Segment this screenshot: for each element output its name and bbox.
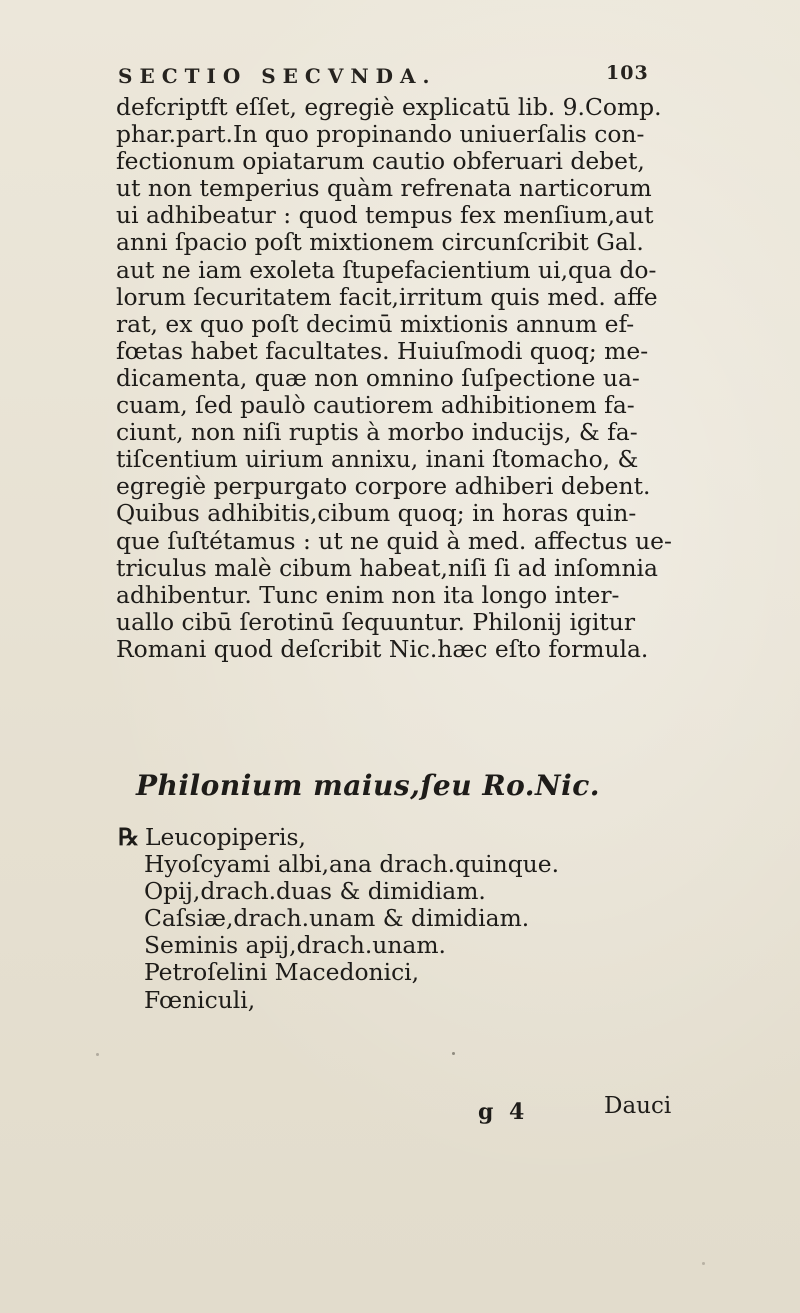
text-line: defcriptft eſſet, egregiè explicatū lib. 9.Comp. — [116, 93, 662, 121]
ingredient: Leucopiperis, — [144, 823, 306, 851]
text-line: que ſuſtétamus : ut ne quid à med. affectus ue- — [116, 526, 672, 555]
text-line: lorum ſecuritatem facit,irritum quis med. affe — [116, 282, 658, 311]
text-line: fœtas habet facultates. Huiuſmodi quoq; me- — [116, 336, 649, 365]
ingredient: Caſsiæ,drach.unam & dimidiam. — [144, 904, 530, 933]
paper-speck — [96, 1053, 99, 1056]
recipe-line — [118, 824, 678, 851]
text-line: fectionum opiatarum cautio obferuari debet, — [116, 147, 645, 176]
text-line: anni ſpacio poſt mixtionem circunſcribit Gal. — [116, 228, 644, 257]
text-line: uallo cibū ſerotinū ſequuntur. Philonij igitur — [116, 607, 636, 636]
text-line: Romani quod deſcribit Nic.hæc eſto formula. — [116, 634, 649, 663]
text-line: ui adhibeatur : quod tempus fex menſium,aut — [116, 201, 654, 230]
ingredient: Fœniculi, — [144, 985, 256, 1014]
signature-mark: g 4 — [478, 1099, 529, 1125]
text-line: aut ne iam exoleta ſtupefacientium ui,qua do- — [116, 255, 657, 284]
text-line: cuam, ſed paulò cautiorem adhibitionem fa- — [116, 391, 635, 420]
catchword: Dauci — [604, 1093, 672, 1119]
recipe-list — [118, 824, 678, 1014]
running-head — [118, 62, 649, 94]
page-number: 103 — [606, 62, 649, 84]
text-line: ut non temperius quàm refrenata narticorum — [116, 174, 652, 203]
text-line: Quibus adhibitis,cibum quoq; in horas quin- — [116, 499, 637, 528]
recipe-heading: Philonium maius,ſeu Ro.Nic. — [136, 769, 601, 802]
rx-symbol: ℞ — [118, 823, 139, 851]
text-line: phar.part.In quo propinando uniuerſalis con- — [116, 120, 645, 149]
ingredient: Hyoſcyami albi,ana drach.quinque. — [144, 850, 560, 879]
text-line: triculus malè cibum habeat,niſi ſi ad inſomnia — [116, 553, 658, 582]
text-line: ciunt, non niſi ruptis à morbo inducijs, & fa- — [116, 418, 638, 447]
paper-speck — [702, 1262, 705, 1265]
text-line: tiſcentium uirium annixu, inani ſtomacho, & — [116, 445, 639, 474]
ingredient: Opij,drach.duas & dimidiam. — [144, 877, 486, 906]
text-line: rat, ex quo poſt decimū mixtionis annum ef- — [116, 309, 635, 338]
main-text-block — [116, 94, 676, 663]
paper-speck — [452, 1052, 455, 1055]
text-line: adhibentur. Tunc enim non ita longo inter- — [116, 580, 620, 609]
text-line: egregiè perpurgato corpore adhiberi debent. — [116, 472, 651, 501]
ingredient: Petroſelini Macedonici, — [144, 958, 420, 987]
running-title: SECTIO SECVNDA. — [118, 64, 437, 88]
text-line: dicamenta, quæ non omnino ſuſpectione ua- — [116, 363, 640, 392]
ingredient: Seminis apij,drach.unam. — [144, 931, 446, 960]
